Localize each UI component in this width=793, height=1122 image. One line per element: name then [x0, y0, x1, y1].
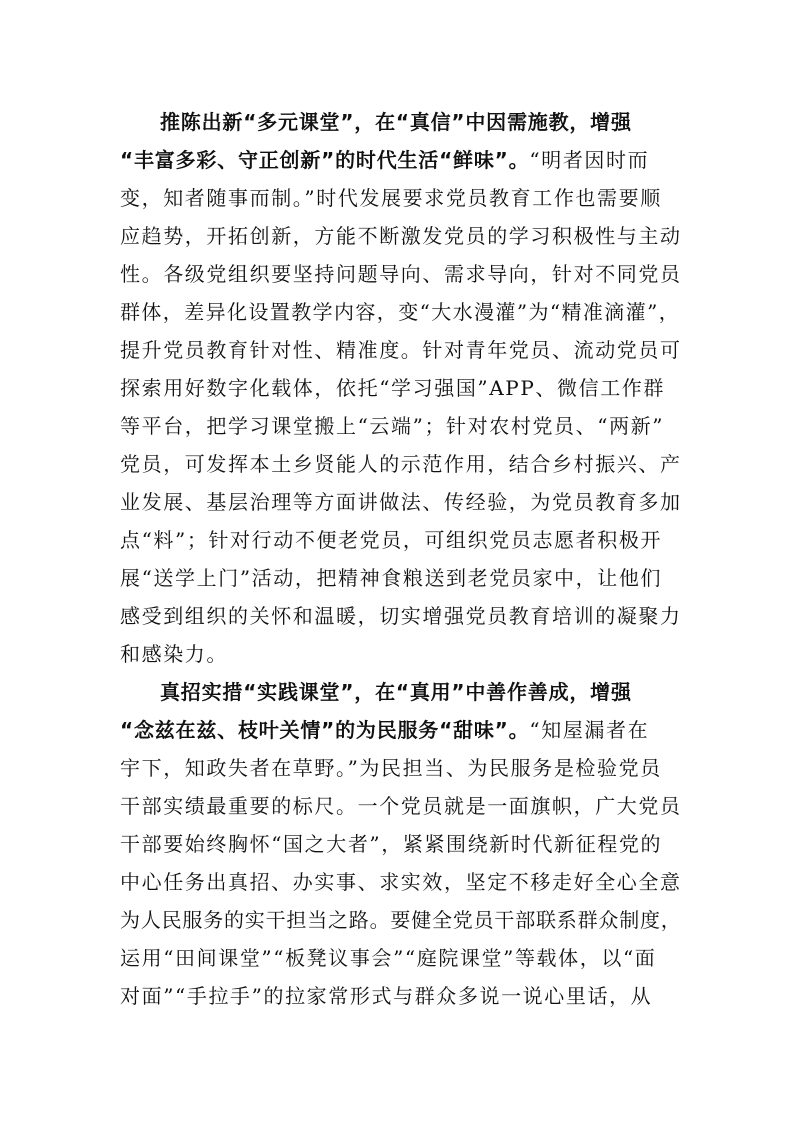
paragraph-1-line-6: 群体，差异化设置教学内容，变“大水漫灌”为“精准滴灌”， [120, 300, 681, 324]
paragraph-2-line-2 [120, 715, 649, 745]
paragraph-1-line-13: 展“送学上门”活动，把精神食粮送到老党员家中，让他们 [120, 566, 663, 590]
paragraph-2-heading-line-1: 真招实措“实践课堂”，在“真用”中善作善成，增强 [160, 680, 632, 704]
paragraph-2-line-8: 运用“田间课堂”“板凳议事会”“庭院课堂”等载体，以“面 [120, 946, 657, 970]
paragraph-1-heading-line-1: 推陈出新“多元课堂”，在“真信”中因需施教，增强 [160, 110, 632, 134]
paragraph-1-line-3: 变，知者随事而制。”时代发展要求党员教育工作也需要顺 [120, 186, 662, 210]
paragraph-1-line-10: 党员，可发挥本土乡贤能人的示范作用，结合乡村振兴、产 [120, 452, 682, 476]
paragraph-1-line-4: 应趋势，开拓创新，方能不断激发党员的学习积极性与主动 [120, 224, 682, 248]
paragraph-1-line-8: 探索用好数字化载体，依托“学习强国”APP、微信工作群 [120, 376, 666, 400]
paragraph-1-line-9: 等平台，把学习课堂搬上“云端”；针对农村党员、“两新” [120, 414, 665, 438]
paragraph-1-line-11: 业发展、基层治理等方面讲做法、传经验，为党员教育多加 [120, 490, 682, 514]
paragraph-2-line-4: 干部实绩最重要的标尺。一个党员就是一面旗帜，广大党员 [120, 794, 682, 818]
paragraph-1-heading-line-2: “丰富多彩、守正创新”的时代生活“鲜味”。 [120, 148, 530, 172]
paragraph-2-line-6: 中心任务出真招、办实事、求实效，坚定不移走好全心全意 [120, 870, 682, 894]
paragraph-2-line-9: 对面”“手拉手”的拉家常形式与群众多说一说心里话，从 [120, 984, 653, 1008]
paragraph-2-heading-line-2: “念兹在兹、枝叶关情”的为民服务“甜味”。 [120, 718, 530, 742]
paragraph-1-line-14: 感受到组织的关怀和温暖，切实增强党员教育培训的凝聚力 [120, 604, 682, 628]
paragraph-2-line-5: 干部要始终胸怀“国之大者”，紧紧围绕新时代新征程党的 [120, 832, 663, 856]
paragraph-1-body-line-2: “明者因时而 [529, 148, 650, 172]
paragraph-1-line-7: 提升党员教育针对性、精准度。针对青年党员、流动党员可 [120, 338, 682, 362]
paragraph-2-line-3: 宇下，知政失者在草野。”为民担当、为民服务是检验党员 [120, 756, 662, 780]
paragraph-2-line-7: 为人民服务的实干担当之路。要健全党员干部联系群众制度， [120, 908, 682, 932]
paragraph-1-line-12: 点“料”；针对行动不便老党员，可组织党员志愿者积极开 [120, 528, 663, 552]
paragraph-1-line-2 [120, 145, 649, 175]
paragraph-2-body-line-2: “知屋漏者在 [529, 718, 650, 742]
paragraph-1-line-15: 和感染力。 [120, 642, 228, 666]
paragraph-1-line-5: 性。各级党组织要坚持问题导向、需求导向，针对不同党员 [120, 262, 682, 286]
